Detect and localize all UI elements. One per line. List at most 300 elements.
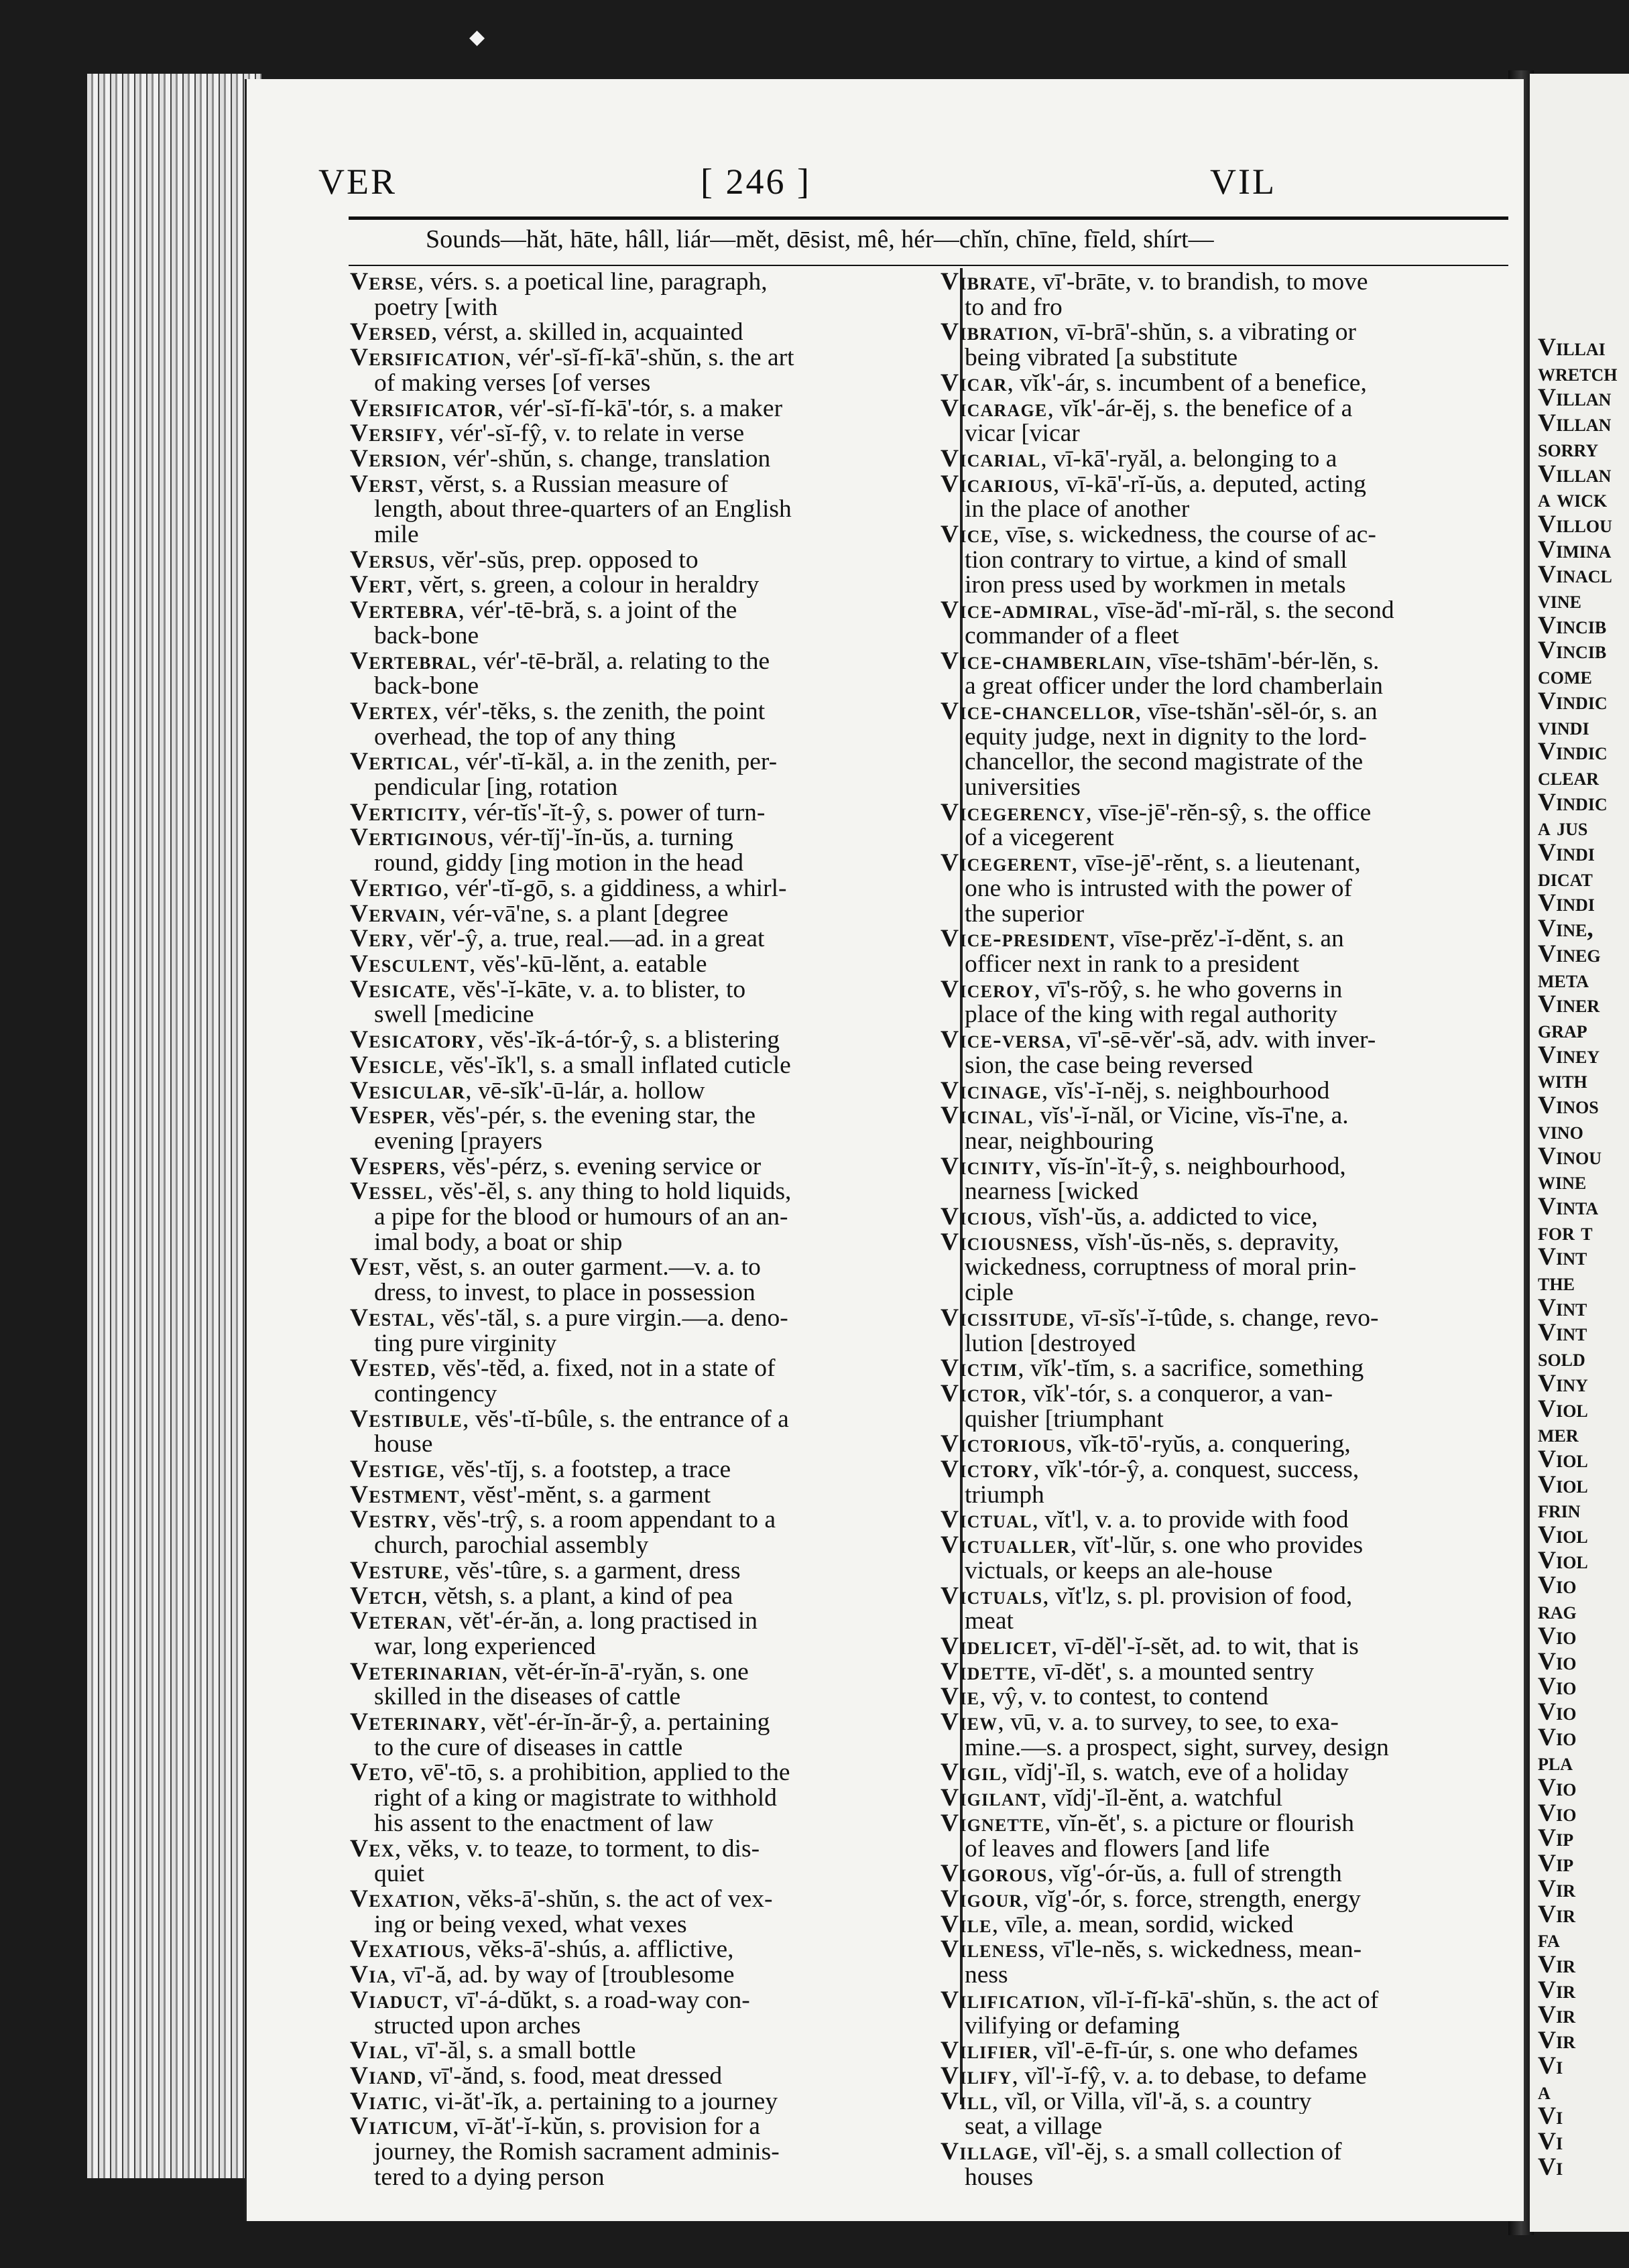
entry-headword: Videlicet [941,1633,1052,1659]
entry-text: a pipe for the blood or humours of an an- [374,1204,788,1230]
entry-first-line [941,1154,1507,1180]
entry-text: swell [medicine [374,1002,534,1028]
dictionary-entry [941,472,1507,522]
dictionary-entry [350,548,928,573]
entry-text: ciple [965,1280,1014,1306]
facing-page-fragment: Viol [1538,1445,1588,1473]
entry-first-line [350,572,928,598]
entry-first-line [350,1836,928,1862]
dictionary-entry [941,1584,1507,1634]
entry-continuation-line [941,295,1507,320]
entry-first-line [941,2064,1507,2089]
entry-headword: Vicar [941,370,1008,396]
facing-page-fragment: Vi [1538,2127,1563,2155]
entry-text: imal body, a boat or ship [374,1229,623,1255]
entry-text: , vŷ, v. to contest, to contend [979,1684,1268,1710]
facing-page-fragment: Vint [1538,1294,1587,1322]
dictionary-entry [350,1659,928,1710]
entry-headword: Vertigo [350,875,443,901]
entry-text: , vī'-ă, ad. by way of [troublesome [389,1962,735,1988]
facing-page-fragment: sorry [1538,434,1599,462]
dictionary-entry [350,699,928,749]
entry-first-line [350,345,928,371]
entry-headword: Viciousness [941,1229,1073,1255]
entry-text: tered to a dying person [374,2164,605,2190]
facing-page-fragment: meta [1538,965,1589,993]
entry-text: , vīse-tshăn'-sĕl-ór, s. an [1135,698,1378,724]
entry-text: , vĕs'-tĭj, s. a footstep, a trace [438,1457,731,1483]
dictionary-entry [350,1356,928,1406]
entry-headword: Vestry [350,1507,431,1533]
entry-headword: Vestibule [350,1406,463,1432]
entry-text: , vĭk'-tór, s. a conqueror, a van- [1020,1381,1333,1407]
entry-text: the superior [965,901,1085,927]
entry-first-line [350,472,928,497]
entry-first-line [350,1078,928,1104]
entry-text: meat [965,1609,1014,1634]
facing-page-fragment: Vindi [1538,889,1595,918]
entry-continuation-line [941,876,1507,901]
entry-first-line [350,1457,928,1483]
facing-page-fragment: Vindic [1538,738,1608,766]
entry-text: , vĭs'-ĭ-nĕj, s. neighbourhood [1041,1078,1330,1104]
facing-page-fragment: Vir [1538,1900,1575,1928]
entry-text: , vér'-shŭn, s. change, translation [440,446,771,472]
dictionary-entry [941,1306,1507,1356]
entry-headword: Vigorous [941,1861,1048,1887]
entry-text: , vér'-tē-brăl, a. relating to the [471,648,770,674]
entry-continuation-line [941,952,1507,977]
entry-text: houses [965,2164,1034,2190]
facing-page-fragment: sold [1538,1344,1585,1373]
facing-page-fragment: Vio [1538,1698,1577,1726]
entry-continuation-line [941,2165,1507,2190]
entry-text: , vĕs'-pér, s. the evening star, the [429,1103,756,1129]
entry-first-line [941,371,1507,396]
dictionary-entry [350,1078,928,1104]
entry-continuation-line [941,2114,1507,2139]
dictionary-entry [350,320,928,345]
entry-continuation-line [350,1912,928,1938]
entry-first-line [350,2089,928,2115]
entry-headword: Viaticum [350,2114,453,2140]
dictionary-entry [350,1483,928,1508]
dictionary-entry [941,269,1507,320]
entry-headword: Vigil [941,1760,1002,1786]
entry-first-line [941,977,1507,1003]
dictionary-entry [350,2038,928,2064]
entry-continuation-line [941,572,1507,598]
entry-text: in the place of another [965,497,1190,523]
facing-page-fragment: Vio [1538,1799,1577,1827]
right-entry-column [941,269,1507,2190]
entry-continuation-line [941,775,1507,800]
entry-continuation-line [350,2013,928,2039]
entry-headword: Vibrate [941,269,1030,295]
dictionary-entry [350,1760,928,1836]
entry-text: round, giddy [ing motion in the head [374,850,743,876]
entry-text: , vū, v. a. to survey, to see, to exa- [998,1710,1339,1735]
dictionary-entry [350,1053,928,1078]
running-head-last-word: VIL [1210,162,1276,202]
entry-first-line [350,977,928,1003]
entry-text: , vĕs'-ĕl, s. any thing to hold liquids, [427,1179,792,1205]
entry-text: nearness [wicked [965,1179,1139,1205]
entry-text: , vĕks-ā'-shús, a. afflictive, [465,1937,734,1963]
entry-headword: Vesper [350,1103,430,1129]
entry-text: , vīse-prĕz'-ĭ-dĕnt, s. an [1109,926,1344,952]
entry-continuation-line [350,1861,928,1887]
entry-first-line [941,1103,1507,1129]
entry-text: , vĭl-ĭ-fĭ-kā'-shŭn, s. the act of [1079,1987,1379,2013]
entry-first-line [941,850,1507,876]
facing-page-fragment: come [1538,662,1592,690]
entry-first-line [350,1887,928,1912]
entry-first-line [941,1684,1507,1710]
entry-headword: Viceroy [941,976,1034,1003]
facing-page-fragment: Vio [1538,1622,1577,1650]
entry-text: commander of a fleet [965,623,1179,649]
entry-text: , vĕks-ā'-shŭn, s. the act of vex- [455,1887,773,1912]
entry-headword: Victim [941,1356,1018,1381]
dictionary-entry [350,952,928,977]
entry-first-line [941,926,1507,952]
entry-text: , vĕs'-tûre, s. a garment, dress [443,1558,741,1584]
entry-text: back-bone [374,623,479,649]
facing-page-fragment: Vio [1538,1647,1577,1676]
dictionary-entry [941,1356,1507,1381]
dictionary-entry [350,901,928,927]
entry-text: back-bone [374,674,479,699]
facing-page-fragment: mer [1538,1420,1579,1448]
entry-text: , vīse-tshām'-bér-lĕn, s. [1145,648,1380,674]
entry-continuation-line [941,1129,1507,1154]
entry-text: iron press used by workmen in metals [965,572,1346,598]
entry-continuation-line [350,1129,928,1154]
entry-headword: Vice-president [941,926,1109,952]
entry-continuation-line [941,1407,1507,1432]
entry-first-line [350,1407,928,1432]
entry-headword: Vertebra [350,598,459,623]
entry-first-line [350,421,928,446]
facing-page-fragment: with [1538,1066,1587,1094]
dictionary-entry [350,2064,928,2089]
entry-text: , vér'-tĭ-kăl, a. in the zenith, per- [453,749,778,775]
entry-headword: Very [350,926,408,952]
entry-text: , vĭk'-tĭm, s. a sacrifice, something [1018,1356,1364,1381]
entry-text: , vér'-tē-bră, s. a joint of the [458,598,737,623]
facing-page-fragment: Vio [1538,1572,1577,1600]
entry-text: , vĭg'-ór, s. force, strength, energy [1022,1887,1361,1912]
facing-page-fragment: Vimina [1538,536,1612,564]
entry-text: , vĕt-ér-ĭn-ā'-ryăn, s. one [501,1659,749,1685]
entry-first-line [350,749,928,775]
entry-text: , vīle, a. mean, sordid, wicked [991,1911,1294,1938]
entry-headword: Vilification [941,1987,1080,2013]
entry-continuation-line [350,775,928,800]
entry-first-line [941,1432,1507,1457]
entry-text: , vīse-jē'-rĕnt, s. a lieutenant, [1071,850,1361,876]
dictionary-entry [941,1533,1507,1583]
dictionary-entry [350,421,928,446]
entry-continuation-line [350,1204,928,1230]
entry-continuation-line [350,1331,928,1357]
entry-headword: Vesicular [350,1078,466,1104]
dictionary-entry [941,1634,1507,1659]
facing-page-fragment: the [1538,1269,1575,1297]
dictionary-entry [941,1684,1507,1710]
entry-text: , vī-dĕt', s. a mounted sentry [1030,1659,1315,1685]
entry-headword: Vicarage [941,395,1048,422]
entry-headword: Versificator [350,395,497,422]
dictionary-entry [350,1988,928,2038]
facing-page-fragment: Vi [1538,2102,1563,2131]
page-number: [ 246 ] [701,162,811,202]
dictionary-entry [350,396,928,422]
facing-page-fragment: rag [1538,1597,1577,1625]
entry-text: , vĭn-ĕt', s. a picture or flourish [1044,1810,1355,1836]
entry-continuation-line [941,1735,1507,1761]
dictionary-entry [941,446,1507,472]
entry-text: , vĕs'-ĭ-kāte, v. a. to blister, to [449,976,746,1003]
facing-page-fragment: Viol [1538,1546,1588,1574]
dictionary-entry [941,1457,1507,1507]
entry-text: , vĭk-tō'-ryŭs, a. conquering, [1066,1432,1351,1458]
entry-headword: Vesculent [350,951,470,977]
entry-text: , vĕtsh, s. a plant, a kind of pea [421,1583,733,1609]
dictionary-entry [941,1078,1507,1104]
entry-continuation-line [941,1609,1507,1634]
entry-headword: Vespers [350,1153,440,1180]
entry-text: house [374,1432,433,1458]
entry-headword: Victory [941,1457,1034,1483]
dictionary-entry [941,598,1507,648]
dictionary-entry [941,1760,1507,1785]
entry-first-line [350,1507,928,1533]
entry-headword: Viatic [350,2088,422,2115]
dictionary-entry [941,1507,1507,1533]
facing-page-column [1538,335,1617,2180]
entry-headword: Veterinarian [350,1659,502,1685]
entry-headword: Verticity [350,800,461,826]
entry-headword: Veteran [350,1609,446,1634]
dictionary-entry [350,1609,928,1659]
dictionary-entry [941,522,1507,598]
entry-headword: Vileness [941,1937,1039,1963]
entry-headword: Verst [350,471,418,497]
facing-page-fragment: Vindic [1538,788,1608,816]
entry-continuation-line [941,674,1507,699]
entry-headword: Viand [350,2063,417,2089]
entry-text: vilifying or defaming [965,2013,1180,2039]
entry-headword: Viaduct [350,1987,443,2013]
entry-text: , vĕt'-ér-ăn, a. long practised in [446,1609,758,1634]
entry-continuation-line [941,1331,1507,1357]
entry-headword: Vicegerency [941,800,1086,826]
entry-headword: Vice-versa [941,1027,1065,1053]
dictionary-entry [941,2139,1507,2190]
dictionary-entry [350,1558,928,1584]
entry-headword: Vexation [350,1887,455,1912]
entry-text: , vē-sĭk'-ū-lár, a. hollow [465,1078,705,1104]
entry-text: , vi-ăt'-ĭk, a. pertaining to a journey [422,2088,778,2115]
entry-first-line [941,800,1507,826]
entry-text: right of a king or magistrate to withhold [374,1785,777,1811]
entry-text: , vīse, s. wickedness, the course of ac- [993,522,1376,548]
entry-text: , vĭl'-ĭ-fŷ, v. a. to debase, to defame [1012,2063,1367,2089]
entry-headword: Vesicatory [350,1027,478,1053]
entry-text: sion, the case being reversed [965,1052,1254,1078]
facing-page-fragment: Villan [1538,410,1612,438]
entry-headword: Vex [350,1836,395,1862]
dictionary-entry [941,1937,1507,1987]
facing-page-fragment: Vinou [1538,1142,1602,1170]
entry-text: , vī'-ăl, s. a small bottle [402,2038,636,2064]
entry-text: of leaves and flowers [and life [965,1836,1270,1862]
entry-headword: Vignette [941,1810,1045,1836]
entry-text: vicar [vicar [965,421,1080,446]
dictionary-entry [941,926,1507,976]
dictionary-entry [350,1154,928,1180]
entry-first-line [350,649,928,674]
dictionary-entry [350,1710,928,1760]
entry-continuation-line [941,1558,1507,1584]
facing-page-fragment: Vine, [1538,915,1593,943]
facing-page-fragment: Vir [1538,1951,1575,1978]
entry-first-line [941,1027,1507,1053]
entry-first-line [941,2139,1507,2165]
entry-text: , vĕs'-ĭk'l, s. a small inflated cuticle [437,1052,791,1078]
dictionary-entry [941,371,1507,396]
entry-headword: Vicinal [941,1103,1028,1129]
entry-text: , vī'-á-dŭkt, s. a road-way con- [442,1987,750,2013]
entry-text: , vī'-ănd, s. food, meat dressed [416,2063,723,2089]
entry-continuation-line [350,522,928,548]
facing-page-fragment: Viny [1538,1369,1588,1397]
entry-text: , vĕrst, s. a Russian measure of [418,471,729,497]
entry-text: , vér-tĭs'-ĭt-ŷ, s. power of turn- [461,800,766,826]
entry-text: , vī'le-nĕs, s. wickedness, mean- [1038,1937,1362,1963]
entry-headword: Vicious [941,1204,1026,1230]
facing-page-fragment: pla [1538,1749,1573,1777]
facing-page-fragment: Vip [1538,1824,1574,1852]
entry-headword: Victual [941,1507,1032,1533]
entry-headword: Vie [941,1684,980,1710]
entry-continuation-line [350,1230,928,1255]
entry-first-line [941,1306,1507,1331]
entry-text: pendicular [ing, rotation [374,775,618,800]
dictionary-entry [941,1811,1507,1861]
facing-page-fragment: Vi [1538,2153,1563,2181]
entry-headword: Victorious [941,1432,1067,1458]
entry-continuation-line [350,497,928,522]
entry-headword: Vigour [941,1887,1023,1912]
dictionary-entry [941,1912,1507,1938]
entry-first-line [350,1027,928,1053]
dictionary-entry [941,699,1507,800]
entry-first-line [941,472,1507,497]
dictionary-entry [350,2114,928,2190]
entry-headword: Vesture [350,1558,444,1584]
entry-text: , vĭl'-ĕj, s. a small collection of [1032,2139,1342,2165]
entry-text: mine.—s. a prospect, sight, survey, design [965,1735,1389,1761]
entry-text: , vĕt'-ér-ĭn-ăr-ŷ, a. pertaining [480,1710,770,1735]
entry-text: officer next in rank to a president [965,951,1300,977]
left-entry-column [350,269,928,2190]
entry-continuation-line [350,850,928,876]
entry-text: to and fro [965,294,1063,320]
entry-continuation-line [941,724,1507,750]
entry-headword: Vilify [941,2063,1012,2089]
facing-page-fragment: Vincib [1538,611,1607,639]
dictionary-entry [350,1937,928,1962]
entry-text: dress, to invest, to place in possession [374,1280,756,1306]
entry-text: near, neighbouring [965,1128,1154,1154]
entry-text: , vĭt'l, v. a. to provide with food [1032,1507,1349,1533]
facing-page-fragment: Vinos [1538,1092,1599,1120]
entry-text: war, long experienced [374,1633,596,1659]
entry-headword: Vervain [350,901,440,927]
entry-headword: Vice-chancellor [941,698,1136,724]
dictionary-entry [350,977,928,1027]
entry-text: wickedness, corruptness of moral prin- [965,1255,1357,1281]
entry-text: poetry [with [374,294,498,320]
entry-headword: Vessel [350,1179,428,1205]
entry-text: equity judge, next in dignity to the lord- [965,724,1367,750]
entry-first-line [941,699,1507,724]
entry-text: triumph [965,1482,1044,1508]
entry-first-line [350,926,928,952]
entry-headword: Vidette [941,1659,1030,1685]
entry-first-line [941,2089,1507,2115]
entry-headword: Vicissitude [941,1305,1069,1331]
facing-page-fragment: vindi [1538,712,1589,741]
entry-text: structed upon arches [374,2013,581,2039]
dictionary-entry [350,800,928,826]
entry-headword: Vicarial [941,446,1041,472]
entry-first-line [941,649,1507,674]
facing-page [1530,74,1629,2232]
dictionary-entry [350,598,928,648]
entry-headword: Vile [941,1911,992,1938]
entry-first-line [350,1053,928,1078]
entry-first-line [350,1937,928,1962]
entry-continuation-line [941,749,1507,775]
entry-text: , vĭl, or Villa, vĭl'-ă, s. a country [991,2088,1312,2115]
entry-headword: View [941,1710,998,1735]
entry-text: , vī-brā'-shŭn, s. a vibrating or [1052,320,1356,346]
facing-page-fragment: a [1538,2077,1551,2105]
entry-first-line [941,1710,1507,1735]
dictionary-entry [350,1306,928,1356]
entry-text: , vĭl'-ē-fī-úr, s. one who defames [1032,2038,1358,2064]
dictionary-entry [350,876,928,901]
entry-text: journey, the Romish sacrament adminis- [374,2139,780,2165]
entry-text: , vér'-sĭ-fĭ-kā'-shŭn, s. the art [505,345,794,371]
entry-first-line [350,446,928,472]
entry-text: ness [965,1962,1008,1988]
entry-first-line [941,1912,1507,1938]
facing-page-fragment: Vio [1538,1723,1577,1751]
entry-headword: Versification [350,345,505,371]
dictionary-entry [941,1710,1507,1760]
facing-page-fragment: Vincib [1538,637,1607,665]
entry-headword: Vertical [350,749,454,775]
entry-headword: Vestal [350,1305,429,1331]
entry-first-line [350,699,928,724]
entry-first-line [350,1760,928,1785]
entry-first-line [350,800,928,826]
